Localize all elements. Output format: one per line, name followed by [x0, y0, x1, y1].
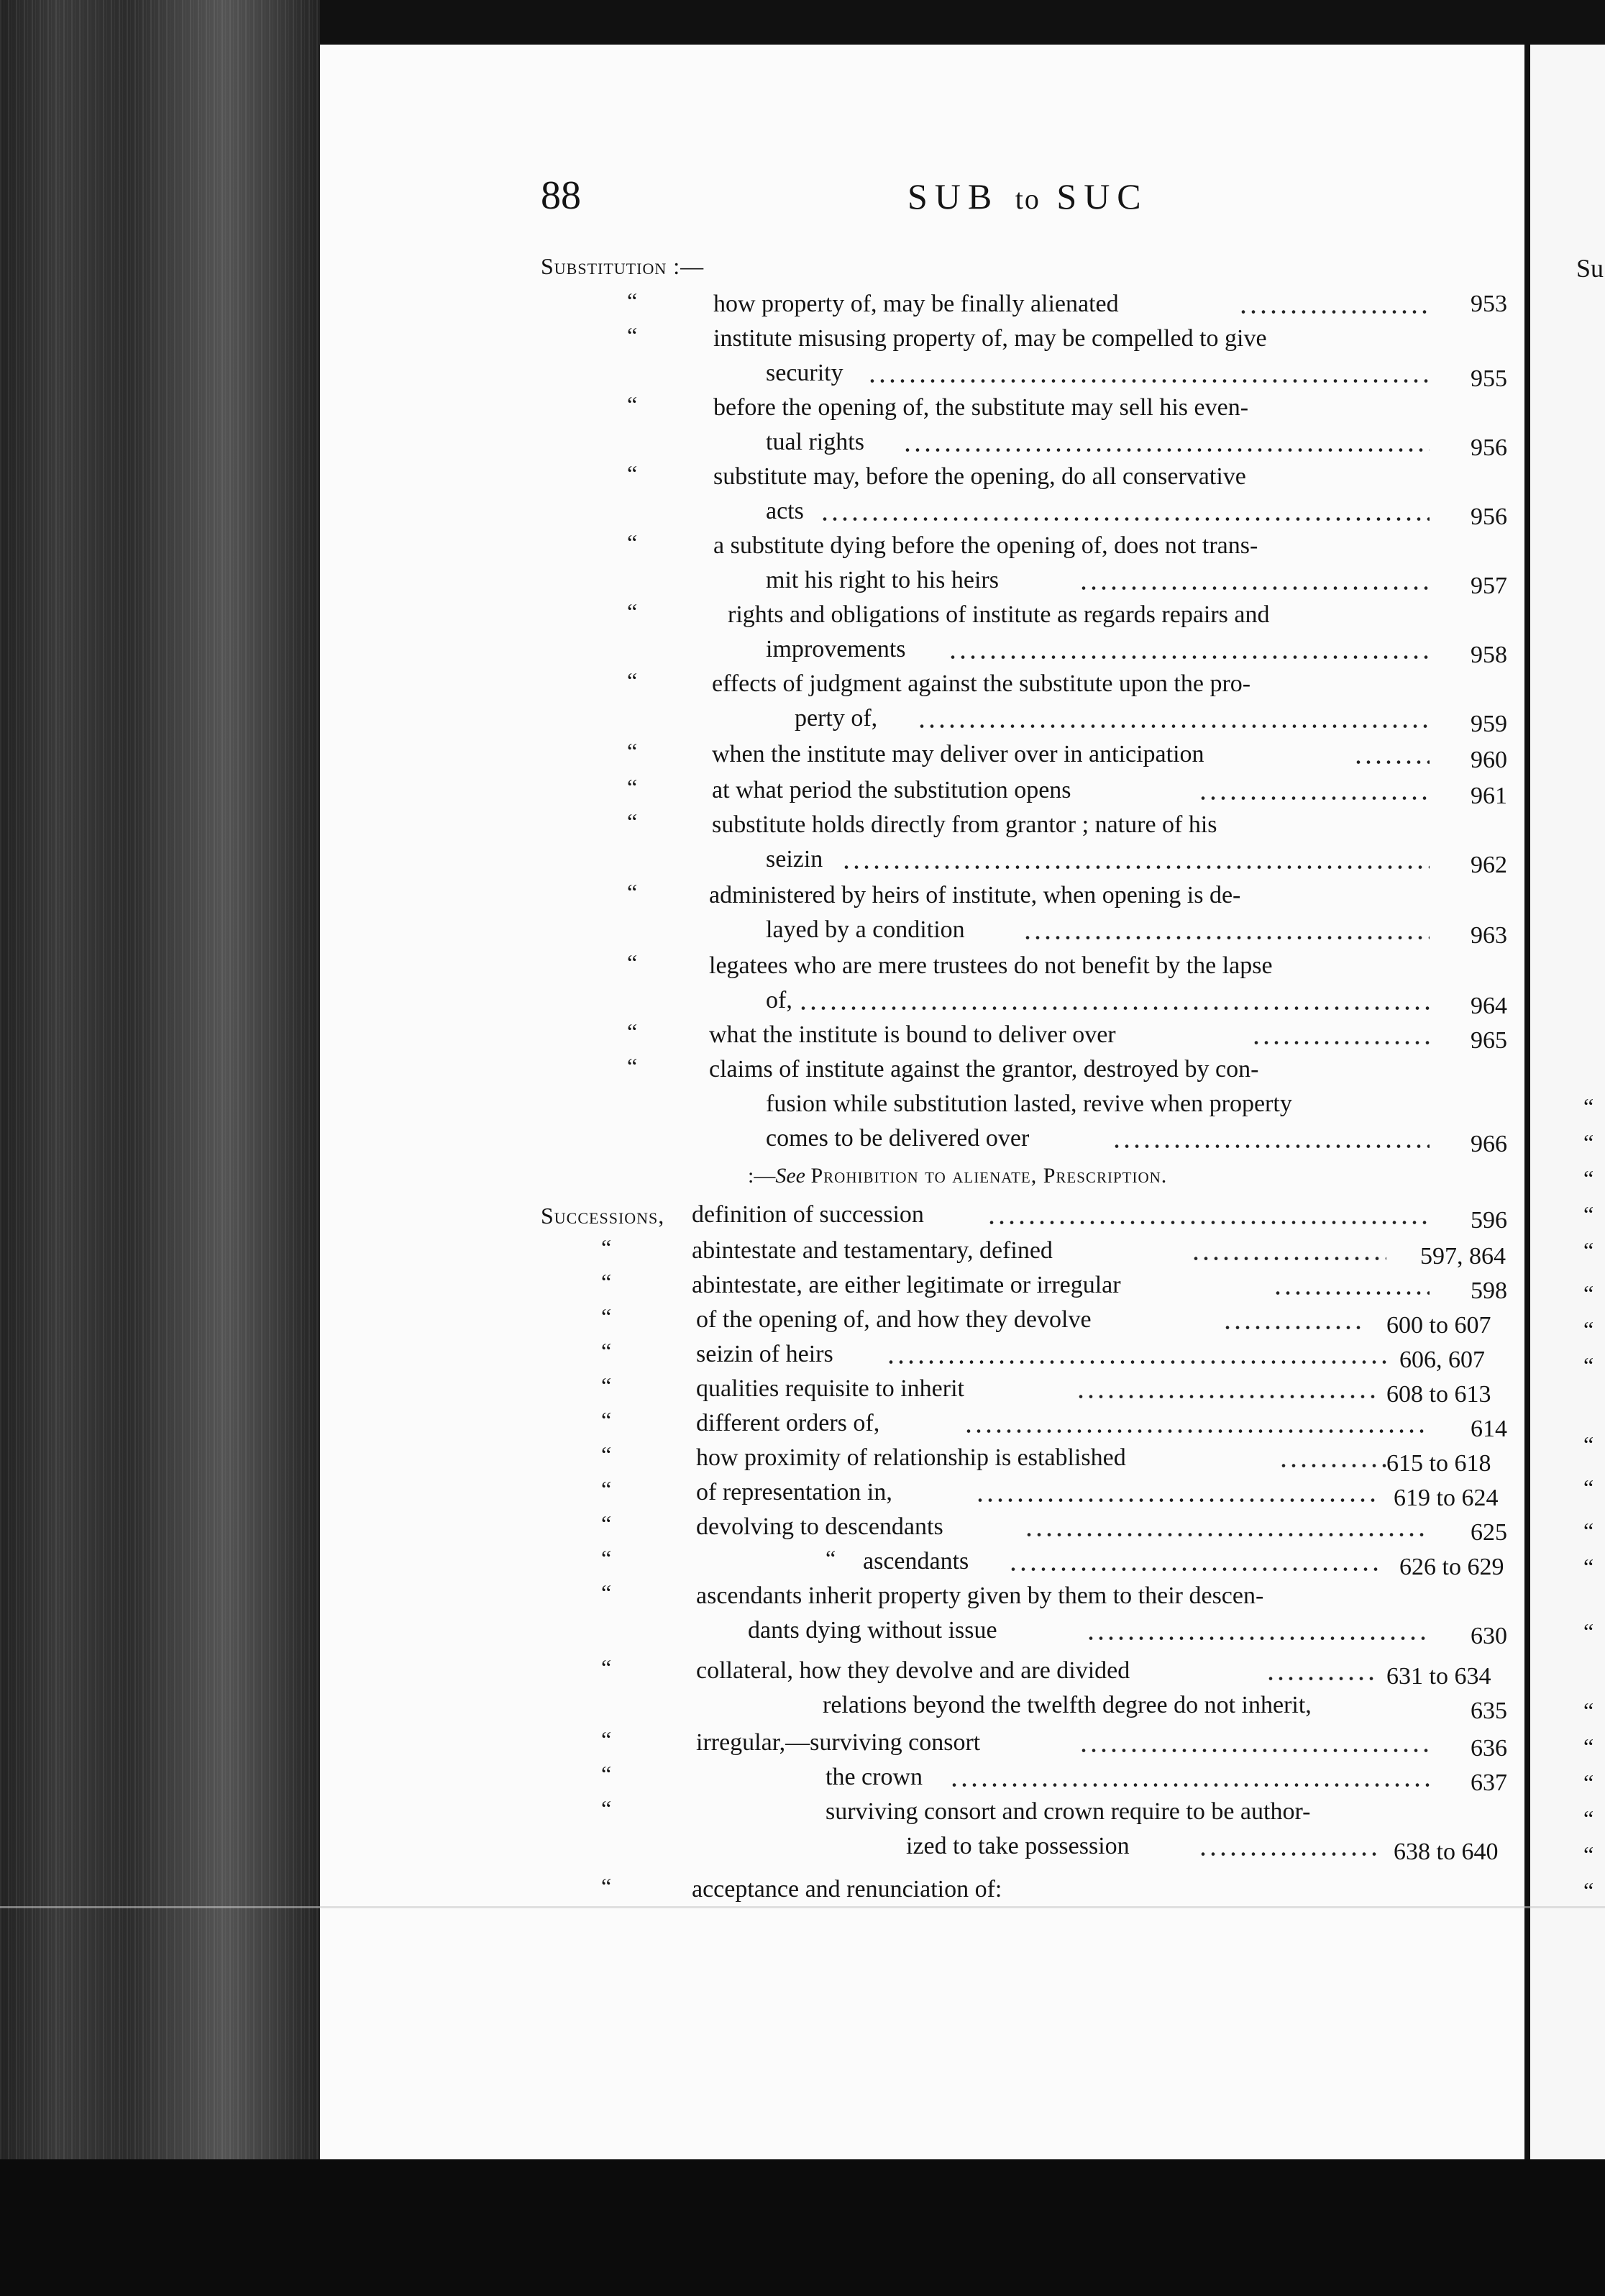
dot-leader [1112, 1132, 1430, 1152]
entry-text: at what period the substitution opens [712, 777, 1071, 803]
ditto-mark: “ [601, 1511, 612, 1536]
ditto-mark: “ [601, 1654, 612, 1680]
entry-text: of, [766, 987, 792, 1013]
dot-leader [798, 994, 1430, 1014]
dot-leader [1079, 1736, 1430, 1757]
running-head-start: SUB [907, 176, 1000, 217]
page-ref: 966 [1471, 1131, 1507, 1157]
page-ref: 961 [1471, 783, 1507, 809]
page-ref: 597, 864 [1420, 1243, 1506, 1270]
facing-ditto: “ [1583, 1734, 1594, 1759]
heading-substitution: Substitution :— [541, 253, 705, 279]
running-head-end: SUC [1056, 176, 1148, 217]
dot-leader [902, 436, 1430, 456]
page-ref: 637 [1471, 1769, 1507, 1796]
page-ref: 630 [1471, 1623, 1507, 1649]
entry-text: perty of, [795, 705, 878, 732]
dot-leader [1273, 1279, 1430, 1299]
page-ref: 619 to 624 [1394, 1485, 1499, 1511]
entry-text: irregular,—surviving consort [696, 1729, 981, 1756]
ditto-mark: “ [627, 391, 638, 417]
entry-text: ascendants [863, 1548, 969, 1575]
see-also-dash: :— [748, 1164, 776, 1188]
entry-text: how proximity of relationship is established [696, 1444, 1126, 1471]
facing-ditto: “ [1583, 1093, 1594, 1119]
dot-leader [1238, 298, 1430, 318]
entry-text: ized to take possession [906, 1833, 1130, 1859]
entry-text: seizin [766, 846, 823, 873]
page-ref: 614 [1471, 1416, 1507, 1442]
dot-leader [964, 1417, 1430, 1437]
dot-leader [886, 1348, 1389, 1368]
page-ref: 953 [1471, 291, 1507, 317]
dot-leader [949, 1771, 1430, 1791]
dot-leader [1008, 1555, 1382, 1575]
scan-line [0, 1906, 1605, 1908]
entry-text: legatees who are mere trustees do not benefit by the lapse [709, 952, 1273, 979]
page-ref: 600 to 607 [1386, 1312, 1491, 1339]
ditto-mark: “ [627, 1053, 638, 1079]
facing-ditto: “ [1583, 1475, 1594, 1500]
entry-text: seizin of heirs [696, 1341, 833, 1367]
ditto-mark: “ [601, 1580, 612, 1605]
entry-text: substitute may, before the opening, do all conservative [713, 463, 1246, 490]
entry-text: before the opening of, the substitute may sell his even- [713, 394, 1249, 421]
page-ref: 598 [1471, 1277, 1507, 1304]
page-ref: 636 [1471, 1735, 1507, 1762]
entry-text: different orders of, [696, 1410, 880, 1436]
dot-leader [1191, 1244, 1386, 1265]
dot-leader [1222, 1313, 1366, 1334]
ditto-mark: “ [627, 879, 638, 905]
facing-ditto: “ [1583, 1352, 1594, 1378]
facing-ditto: “ [1583, 1237, 1594, 1263]
page-ref: 956 [1471, 504, 1507, 530]
dot-leader [1266, 1664, 1373, 1685]
facing-page-edge [1530, 45, 1605, 2159]
facing-ditto: “ [1583, 1201, 1594, 1227]
page-ref: 615 to 618 [1386, 1450, 1491, 1477]
dot-leader [1279, 1452, 1386, 1472]
facing-ditto: “ [1583, 1554, 1594, 1580]
page-ref: 959 [1471, 711, 1507, 737]
ditto-mark: “ [627, 1019, 638, 1044]
ditto-mark: “ [601, 1441, 612, 1467]
ditto-mark: “ [601, 1372, 612, 1398]
entry-text: mit his right to his heirs [766, 567, 999, 593]
ditto-mark: “ [627, 288, 638, 314]
entry-text: when the institute may deliver over in anticipation [712, 741, 1204, 767]
ditto-mark: “ [627, 460, 638, 486]
facing-ditto: “ [1583, 1877, 1594, 1903]
dot-leader [1251, 1029, 1430, 1049]
entry-text: layed by a condition [766, 916, 965, 943]
ditto-mark: “ [627, 529, 638, 555]
ditto-mark: “ [627, 598, 638, 624]
ditto-mark: “ [601, 1476, 612, 1502]
page-ref: 958 [1471, 642, 1507, 668]
entry-text: the crown [826, 1764, 923, 1790]
entry-text: surviving consort and crown require to be author- [826, 1798, 1311, 1825]
facing-ditto: “ [1583, 1518, 1594, 1544]
page-ref: 955 [1471, 365, 1507, 392]
dot-leader [917, 712, 1430, 732]
entry-text: definition of succession [692, 1201, 924, 1228]
page-ref: 960 [1471, 747, 1507, 773]
page-ref: 635 [1471, 1698, 1507, 1724]
page-ref: 965 [1471, 1027, 1507, 1054]
dot-leader [987, 1208, 1430, 1229]
dot-leader [1076, 1382, 1379, 1403]
page-number: 88 [541, 173, 581, 218]
running-head-to: to [1015, 183, 1041, 215]
page-ref: 626 to 629 [1399, 1554, 1504, 1580]
ditto-mark: “ [627, 322, 638, 348]
entry-text: collateral, how they devolve and are divided [696, 1657, 1130, 1684]
dot-leader [1198, 1840, 1378, 1860]
facing-ditto: “ [1583, 1769, 1594, 1795]
dot-leader [820, 505, 1430, 525]
page-ref: 625 [1471, 1519, 1507, 1546]
entry-text: substitute holds directly from grantor ; nature of his [712, 811, 1217, 838]
facing-ditto: “ [1583, 1618, 1594, 1644]
dot-leader [1198, 784, 1430, 804]
ditto-mark: “ [627, 738, 638, 764]
facing-ditto: “ [1583, 1280, 1594, 1306]
entry-text: how property of, may be finally alienated [713, 291, 1119, 317]
facing-ditto: “ [1583, 1841, 1594, 1867]
dot-leader [1086, 1624, 1430, 1644]
ditto-mark: “ [601, 1726, 612, 1752]
entry-text: administered by heirs of institute, when opening is de- [709, 882, 1241, 908]
facing-ditto: “ [1583, 1129, 1594, 1155]
ditto-mark: “ [601, 1407, 612, 1433]
ditto-mark: “ [601, 1761, 612, 1787]
ditto-mark: “ [601, 1234, 612, 1260]
see-also-word: See [775, 1164, 805, 1188]
entry-text: ascendants inherit property given by them to their descen- [696, 1582, 1264, 1609]
facing-ditto: “ [1583, 1165, 1594, 1191]
page-ref: 608 to 613 [1386, 1381, 1491, 1408]
page-ref: 956 [1471, 434, 1507, 461]
entry-text: tual rights [766, 429, 864, 455]
book-spine [0, 0, 320, 2296]
facing-ditto: “ [1583, 1431, 1594, 1457]
see-also-targets: Prohibition to alienate, Prescription. [810, 1164, 1168, 1188]
ditto-mark: “ [601, 1545, 612, 1571]
heading-successions: Successions, [541, 1203, 665, 1229]
dot-leader [975, 1486, 1378, 1506]
facing-page-heading: Su [1576, 254, 1604, 283]
entry-text: of representation in, [696, 1479, 892, 1505]
facing-ditto: “ [1583, 1698, 1594, 1723]
ditto-mark: “ [627, 774, 638, 800]
dot-leader [1079, 574, 1430, 594]
page-ref: 957 [1471, 573, 1507, 599]
ditto-mark: “ [627, 668, 638, 693]
page-ref: 962 [1471, 852, 1507, 878]
ditto-mark: “ [601, 1269, 612, 1295]
entry-text: dants dying without issue [748, 1617, 997, 1644]
facing-ditto: “ [1583, 1805, 1594, 1831]
page-ref: 638 to 640 [1394, 1839, 1499, 1865]
entry-text: abintestate, are either legitimate or irregular [692, 1272, 1121, 1298]
facing-ditto: “ [1583, 1316, 1594, 1342]
entry-text: relations beyond the twelfth degree do not inherit, [823, 1692, 1312, 1718]
entry-text: institute misusing property of, may be compelled to give [713, 325, 1267, 352]
page-ref: 963 [1471, 922, 1507, 949]
entry-text: acceptance and renunciation of: [692, 1876, 1002, 1903]
entry-text: qualities requisite to inherit [696, 1375, 964, 1402]
entry-text: abintestate and testamentary, defined [692, 1237, 1053, 1264]
ditto-mark: “ [601, 1873, 612, 1899]
dot-leader [867, 367, 1430, 387]
entry-text: security [766, 360, 843, 386]
entry-text: what the institute is bound to deliver over [709, 1021, 1116, 1048]
dot-leader [1024, 1521, 1430, 1541]
ditto-mark: “ [601, 1303, 612, 1329]
entry-text: rights and obligations of institute as regards repairs and [728, 601, 1270, 628]
page-ref: 631 to 634 [1386, 1663, 1491, 1690]
dot-leader [948, 643, 1430, 663]
entry-text: fusion while substitution lasted, revive when property [766, 1090, 1292, 1117]
ditto-mark: “ [627, 949, 638, 975]
page-ref: 596 [1471, 1207, 1507, 1234]
page-ref: 606, 607 [1399, 1347, 1485, 1373]
entry-text: devolving to descendants [696, 1513, 943, 1540]
scan-background [0, 2159, 1605, 2296]
ditto-mark: “ [601, 1795, 612, 1821]
entry-text: acts [766, 498, 804, 524]
entry-text: of the opening of, and how they devolve [696, 1306, 1092, 1333]
entry-text: claims of institute against the grantor, destroyed by con- [709, 1056, 1259, 1083]
dot-leader [1353, 748, 1430, 768]
ditto-mark: “ [627, 808, 638, 834]
entry-text: improvements [766, 636, 906, 662]
dot-leader [1023, 924, 1430, 944]
entry-text: effects of judgment against the substitute upon the pro- [712, 670, 1251, 697]
ditto-mark: “ [826, 1545, 836, 1571]
running-head [907, 176, 1148, 217]
ditto-mark: “ [601, 1338, 612, 1364]
dot-leader [841, 853, 1430, 873]
entry-text: a substitute dying before the opening of, does not trans- [713, 532, 1258, 559]
see-also [748, 1164, 1167, 1188]
page-ref: 964 [1471, 993, 1507, 1019]
entry-text: comes to be delivered over [766, 1125, 1030, 1152]
